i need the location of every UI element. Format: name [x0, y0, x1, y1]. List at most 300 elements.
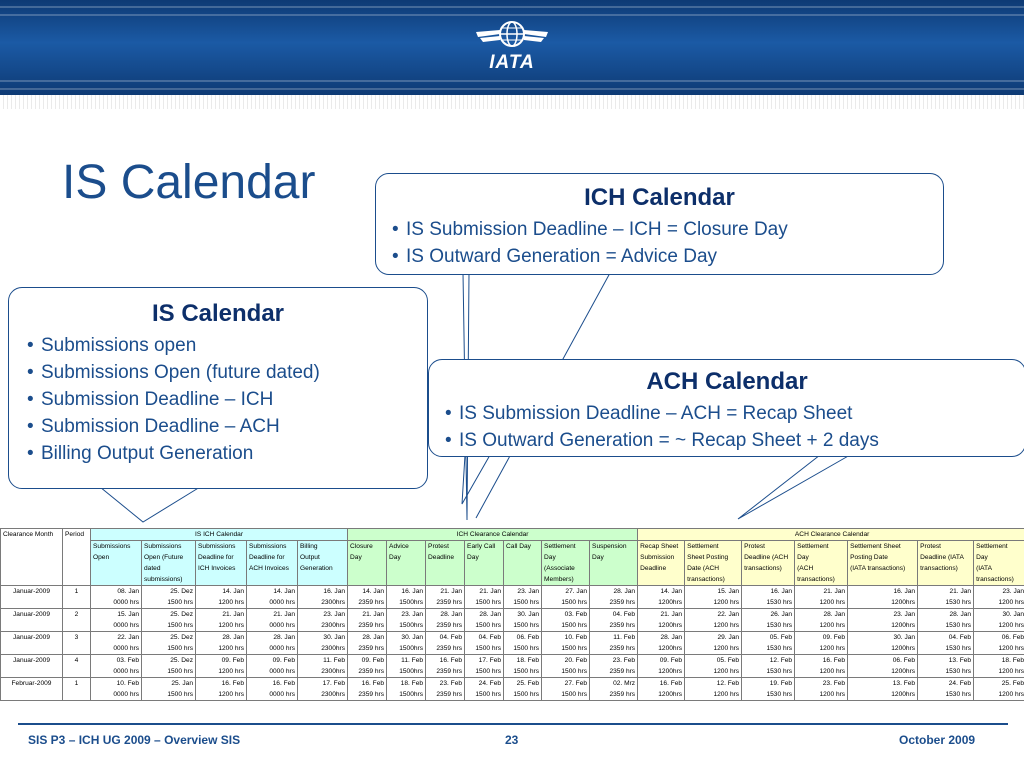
cell-time: 1500 hrs: [475, 668, 502, 675]
column-header-line: Output: [300, 554, 320, 561]
cell-date: 28. Jan: [613, 588, 636, 595]
date-cell: [795, 632, 848, 655]
cell-date: 04. Feb: [478, 634, 502, 641]
cell-time: 1200 hrs: [218, 691, 244, 698]
cell-date: 28. Jan: [362, 634, 385, 641]
cell-time: 2359 hrs: [436, 645, 463, 652]
column-header-line: (ACH: [797, 565, 814, 572]
cell-date: 23. Jan: [1002, 588, 1024, 595]
table-row: [1, 655, 1024, 678]
cell-time: 1500hrs: [399, 691, 424, 698]
table-row: [1, 632, 1024, 655]
cell-date: 05. Feb: [769, 634, 793, 641]
cell-time: 2359 hrs: [436, 599, 463, 606]
date-cell: [542, 678, 590, 701]
date-cell: [465, 655, 504, 678]
column-header-line: Generation: [300, 565, 333, 572]
cell-time: 2300hrs: [321, 668, 346, 675]
logo-text: IATA: [489, 52, 535, 73]
cell-date: 30. Jan: [1002, 611, 1024, 618]
date-cell: [848, 586, 918, 609]
date-cell: [465, 609, 504, 632]
group-ach-clearance-calendar: ACH Clearance Calendar: [638, 529, 1024, 541]
cell-date: 16. Feb: [272, 680, 295, 687]
date-cell: [504, 655, 542, 678]
cell-time: 1500 hrs: [561, 645, 588, 652]
cell-time: 2359 hrs: [358, 668, 385, 675]
cell-time: 1500 hrs: [513, 668, 540, 675]
date-cell: [590, 586, 638, 609]
ach-calendar-callout: [428, 359, 1024, 457]
column-header-line: Deadline (ACH: [744, 554, 789, 561]
date-cell: [685, 678, 742, 701]
cell-date: 23. Jan: [893, 611, 916, 618]
cell-date: 14. Jan: [273, 588, 295, 595]
cell-date: 19. Feb: [769, 680, 793, 687]
clearance-month-cell: Februar-2009: [1, 678, 63, 701]
cell-date: 05. Feb: [716, 657, 740, 664]
cell-date: 18. Feb: [516, 657, 540, 664]
date-cell: [638, 655, 685, 678]
date-cell: [426, 678, 465, 701]
is-callout-list: [25, 332, 427, 467]
date-cell: [142, 586, 196, 609]
cell-date: 25. Feb: [1001, 680, 1024, 687]
cell-time: 1500 hrs: [561, 668, 588, 675]
column-header-line: transactions): [976, 576, 1014, 583]
ich-callout-item: • IS Submission Deadline – ICH = Closure Day: [390, 216, 943, 243]
date-cell: [196, 632, 247, 655]
table-body: [1, 586, 1024, 701]
cell-date: 18. Feb: [400, 680, 424, 687]
date-cell: [795, 655, 848, 678]
date-cell: [387, 632, 426, 655]
cell-date: 17. Feb: [322, 680, 346, 687]
cell-date: 03. Feb: [116, 657, 139, 664]
cell-date: 22. Jan: [717, 611, 740, 618]
date-cell: [298, 586, 348, 609]
cell-time: 1200 hrs: [713, 645, 740, 652]
column-header-line: Deadline for: [249, 554, 285, 561]
date-cell: [426, 586, 465, 609]
date-cell: [247, 586, 298, 609]
cell-date: 22. Jan: [117, 634, 139, 641]
cell-date: 06. Feb: [1001, 634, 1024, 641]
header-period: Period: [63, 529, 91, 586]
column-header-line: Deadline: [428, 554, 455, 561]
column-header-line: transactions): [744, 565, 782, 572]
cell-date: 15. Jan: [117, 611, 139, 618]
cell-time: 1530 hrs: [766, 622, 793, 629]
date-cell: [465, 632, 504, 655]
cell-date: 12. Feb: [769, 657, 793, 664]
cell-date: 10. Feb: [564, 634, 588, 641]
cell-time: 1530 hrs: [945, 645, 972, 652]
date-cell: [974, 609, 1024, 632]
group-ich-clearance-calendar: ICH Clearance Calendar: [348, 529, 638, 541]
clearance-month-cell: Januar-2009: [1, 586, 63, 609]
cell-time: 1500 hrs: [513, 691, 540, 698]
cell-date: 25. Dez: [170, 657, 193, 664]
column-header-line: Early Call: [467, 543, 496, 550]
cell-time: 0000 hrs: [113, 668, 139, 675]
cell-time: 1500 hrs: [475, 645, 502, 652]
footer-left-text: SIS P3 – ICH UG 2009 – Overview SIS: [28, 733, 241, 747]
column-header: [387, 541, 426, 586]
column-header-line: Posting Date: [850, 554, 888, 561]
cell-time: 1500 hrs: [561, 599, 588, 606]
column-header-line: Settlement Sheet: [850, 543, 901, 550]
cell-time: 2359 hrs: [609, 668, 636, 675]
date-cell: [542, 586, 590, 609]
is-callout-title: IS Calendar: [151, 300, 285, 327]
cell-date: 28. Jan: [823, 611, 846, 618]
table-group-row: [1, 529, 1024, 541]
cell-time: 1200 hrs: [713, 599, 740, 606]
cell-date: 21. Jan: [949, 588, 972, 595]
cell-date: 28. Jan: [660, 634, 683, 641]
date-cell: [742, 678, 795, 701]
column-header-line: (Associate: [544, 565, 575, 572]
cell-time: 0000 hrs: [269, 599, 295, 606]
cell-time: 0000 hrs: [269, 622, 295, 629]
cell-date: 16. Jan: [323, 588, 346, 595]
date-cell: [196, 678, 247, 701]
date-cell: [974, 586, 1024, 609]
date-cell: [91, 609, 142, 632]
date-cell: [247, 609, 298, 632]
column-header: [348, 541, 387, 586]
cell-time: 1200 hrs: [819, 622, 846, 629]
date-cell: [298, 678, 348, 701]
cell-time: 1530 hrs: [766, 645, 793, 652]
cell-time: 1500 hrs: [513, 622, 540, 629]
date-cell: [426, 609, 465, 632]
cell-date: 12. Feb: [716, 680, 740, 687]
cell-date: 17. Feb: [478, 657, 502, 664]
date-cell: [685, 609, 742, 632]
column-header-line: Submissions: [249, 543, 287, 550]
cell-date: 11. Feb: [401, 657, 424, 664]
column-header-line: Settlement: [544, 543, 576, 550]
cell-time: 2359 hrs: [358, 691, 385, 698]
column-header: [638, 541, 685, 586]
cell-time: 2359 hrs: [358, 599, 385, 606]
date-cell: [504, 586, 542, 609]
cell-date: 28. Jan: [479, 611, 502, 618]
column-header-line: Settlement: [687, 543, 719, 550]
column-header-line: ICH Invoices: [198, 565, 236, 572]
date-cell: [142, 678, 196, 701]
date-cell: [590, 678, 638, 701]
cell-date: 16. Feb: [361, 680, 385, 687]
date-cell: [848, 632, 918, 655]
cell-date: 27. Jan: [565, 588, 588, 595]
cell-date: 28. Jan: [440, 611, 463, 618]
cell-date: 21. Jan: [660, 611, 683, 618]
column-header-line: dated: [144, 565, 161, 572]
cell-date: 09. Feb: [272, 657, 295, 664]
column-header: [918, 541, 974, 586]
column-header: [542, 541, 590, 586]
column-header-line: Submission: [640, 554, 675, 561]
cell-time: 0000 hrs: [269, 691, 295, 698]
date-cell: [348, 655, 387, 678]
column-header-line: Protest: [920, 543, 941, 550]
column-header: [247, 541, 298, 586]
date-cell: [387, 655, 426, 678]
cell-time: 1500 hrs: [167, 622, 193, 629]
date-cell: [542, 655, 590, 678]
cell-time: 2300hrs: [321, 599, 346, 606]
date-cell: [742, 655, 795, 678]
date-cell: [638, 609, 685, 632]
cell-time: 1500 hrs: [475, 622, 502, 629]
date-cell: [638, 632, 685, 655]
cell-time: 1500 hrs: [561, 622, 588, 629]
cell-time: 1530 hrs: [945, 599, 972, 606]
date-cell: [348, 632, 387, 655]
date-cell: [91, 678, 142, 701]
column-header-line: Day: [467, 554, 479, 561]
cell-date: 16. Feb: [659, 680, 683, 687]
column-header: [742, 541, 795, 586]
date-cell: [91, 632, 142, 655]
date-cell: [504, 632, 542, 655]
cell-date: 21. Jan: [273, 611, 295, 618]
cell-time: 1500 hrs: [561, 691, 588, 698]
date-cell: [196, 609, 247, 632]
column-header-line: Deadline: [640, 565, 667, 572]
cell-date: 16. Feb: [822, 657, 846, 664]
column-header-line: Protest: [744, 543, 765, 550]
cell-time: 0000 hrs: [113, 645, 139, 652]
cell-time: 1530 hrs: [766, 691, 793, 698]
date-cell: [590, 609, 638, 632]
column-header-line: Closure: [350, 543, 373, 550]
ich-callout-item: • IS Outward Generation = Advice Day: [390, 243, 943, 270]
cell-date: 09. Feb: [361, 657, 385, 664]
column-header-line: transactions): [797, 576, 835, 583]
cell-time: 1200hrs: [658, 599, 683, 606]
cell-date: 20. Feb: [564, 657, 588, 664]
date-cell: [918, 586, 974, 609]
cell-date: 04. Feb: [948, 634, 972, 641]
column-header: [590, 541, 638, 586]
cell-time: 1500hrs: [399, 645, 424, 652]
cell-time: 1200hrs: [658, 622, 683, 629]
cell-time: 1500 hrs: [167, 599, 193, 606]
cell-date: 03. Feb: [564, 611, 588, 618]
cell-time: 2300hrs: [321, 622, 346, 629]
date-cell: [142, 632, 196, 655]
date-cell: [298, 609, 348, 632]
cell-date: 25. Dez: [170, 634, 193, 641]
date-cell: [504, 678, 542, 701]
date-cell: [742, 609, 795, 632]
ach-connector-right: [738, 455, 850, 519]
column-header: [426, 541, 465, 586]
cell-time: 1200 hrs: [218, 599, 244, 606]
is-callout-item: • Submissions Open (future dated): [25, 359, 427, 386]
cell-time: 0000 hrs: [113, 691, 139, 698]
date-cell: [918, 609, 974, 632]
cell-date: 23. Feb: [612, 657, 636, 664]
cell-date: 16. Jan: [401, 588, 424, 595]
column-header-line: Submissions: [144, 543, 182, 550]
date-cell: [848, 609, 918, 632]
cell-time: 2359 hrs: [609, 599, 636, 606]
cell-time: 2359 hrs: [609, 645, 636, 652]
cell-time: 1530 hrs: [945, 622, 972, 629]
column-header-line: Submissions: [93, 543, 131, 550]
column-header-line: transactions): [920, 565, 958, 572]
date-cell: [974, 632, 1024, 655]
cell-time: 1200 hrs: [998, 691, 1024, 698]
cell-time: 1200hrs: [658, 645, 683, 652]
cell-date: 28. Jan: [273, 634, 295, 641]
cell-time: 1200 hrs: [218, 622, 244, 629]
header-clearance-month: Clearance Month: [1, 529, 63, 586]
cell-date: 26. Jan: [770, 611, 793, 618]
cell-date: 23. Jan: [323, 611, 346, 618]
date-cell: [590, 632, 638, 655]
clearance-month-cell: Januar-2009: [1, 609, 63, 632]
cell-date: 30. Jan: [323, 634, 346, 641]
date-cell: [91, 586, 142, 609]
column-header-line: Deadline for: [198, 554, 234, 561]
cell-time: 0000 hrs: [113, 622, 139, 629]
cell-time: 1500 hrs: [475, 599, 502, 606]
cell-time: 0000 hrs: [269, 668, 295, 675]
ich-callout-title: ICH Calendar: [584, 184, 735, 211]
cell-time: 1200 hrs: [998, 622, 1024, 629]
cell-date: 02. Mrz: [613, 680, 636, 687]
date-cell: [247, 655, 298, 678]
cell-date: 21. Jan: [222, 611, 244, 618]
is-connector: [100, 487, 200, 522]
cell-time: 2359 hrs: [358, 645, 385, 652]
date-cell: [142, 655, 196, 678]
column-header-line: Protest: [428, 543, 449, 550]
date-cell: [848, 678, 918, 701]
column-header-line: Date (ACH: [687, 565, 719, 572]
cell-time: 1530 hrs: [766, 599, 793, 606]
cell-time: 1500 hrs: [475, 691, 502, 698]
cell-time: 1500hrs: [399, 668, 424, 675]
cell-date: 06. Feb: [516, 634, 540, 641]
date-cell: [638, 586, 685, 609]
column-header: [685, 541, 742, 586]
cell-date: 14. Jan: [362, 588, 385, 595]
date-cell: [918, 632, 974, 655]
date-cell: [542, 632, 590, 655]
ach-callout-item: • IS Outward Generation = ~ Recap Sheet + 2 days: [443, 427, 1024, 454]
column-header-line: (IATA transactions): [850, 565, 906, 572]
cell-date: 30. Jan: [893, 634, 916, 641]
cell-time: 0000 hrs: [113, 599, 139, 606]
date-cell: [426, 632, 465, 655]
cell-date: 10. Feb: [116, 680, 139, 687]
calendar-table: [0, 528, 1024, 701]
cell-time: 2300hrs: [321, 645, 346, 652]
cell-time: 1200 hrs: [819, 599, 846, 606]
cell-time: 1200 hrs: [218, 645, 244, 652]
date-cell: [348, 609, 387, 632]
column-header-line: Suspension: [592, 543, 627, 550]
date-cell: [387, 609, 426, 632]
is-callout-item: • Submissions open: [25, 332, 427, 359]
column-header-line: (IATA: [976, 565, 992, 572]
column-header: [196, 541, 247, 586]
date-cell: [387, 678, 426, 701]
cell-date: 21. Jan: [440, 588, 463, 595]
date-cell: [247, 632, 298, 655]
cell-date: 14. Jan: [222, 588, 244, 595]
cell-date: 29. Jan: [717, 634, 740, 641]
cell-date: 09. Feb: [659, 657, 683, 664]
column-header-line: Call Day: [506, 543, 531, 550]
cell-date: 23. Jan: [517, 588, 540, 595]
cell-time: 1500 hrs: [167, 645, 193, 652]
table-row: [1, 586, 1024, 609]
column-header: [795, 541, 848, 586]
date-cell: [918, 655, 974, 678]
clearance-month-cell: Januar-2009: [1, 632, 63, 655]
cell-date: 16. Jan: [893, 588, 916, 595]
column-header: [465, 541, 504, 586]
column-header-line: Open (Future: [144, 554, 184, 561]
cell-time: 2300hrs: [321, 691, 346, 698]
cell-time: 1200 hrs: [218, 668, 244, 675]
cell-time: 2359 hrs: [358, 622, 385, 629]
cell-date: 18. Feb: [1001, 657, 1024, 664]
table-row: [1, 609, 1024, 632]
cell-time: 1530 hrs: [766, 668, 793, 675]
column-header-line: Day: [350, 554, 362, 561]
cell-date: 28. Jan: [222, 634, 244, 641]
cell-date: 28. Jan: [949, 611, 972, 618]
cell-time: 1500hrs: [399, 599, 424, 606]
cell-date: 30. Jan: [401, 634, 424, 641]
column-header-line: Sheet Posting: [687, 554, 729, 561]
cell-date: 24. Feb: [948, 680, 972, 687]
group-is-ich-calendar: IS ICH Calendar: [91, 529, 348, 541]
cell-time: 2359 hrs: [436, 668, 463, 675]
column-header-line: Recap Sheet: [640, 543, 679, 550]
clearance-month-cell: Januar-2009: [1, 655, 63, 678]
slide-title: IS Calendar: [62, 156, 316, 209]
date-cell: [348, 678, 387, 701]
period-cell: 2: [63, 609, 91, 632]
ach-callout-item: • IS Submission Deadline – ACH = Recap Sheet: [443, 400, 1024, 427]
date-cell: [196, 586, 247, 609]
column-header-line: transactions): [687, 576, 725, 583]
column-header: [298, 541, 348, 586]
date-cell: [387, 586, 426, 609]
cell-time: 1530 hrs: [945, 668, 972, 675]
column-header-line: submissions): [144, 576, 183, 583]
cell-time: 1500hrs: [399, 622, 424, 629]
cell-date: 09. Feb: [221, 657, 244, 664]
table-row: [1, 678, 1024, 701]
is-callout-item: • Billing Output Generation: [25, 440, 427, 467]
cell-date: 09. Feb: [822, 634, 846, 641]
period-cell: 1: [63, 586, 91, 609]
ach-callout-list: [443, 400, 1024, 454]
cell-time: 2359 hrs: [609, 622, 636, 629]
date-cell: [196, 655, 247, 678]
